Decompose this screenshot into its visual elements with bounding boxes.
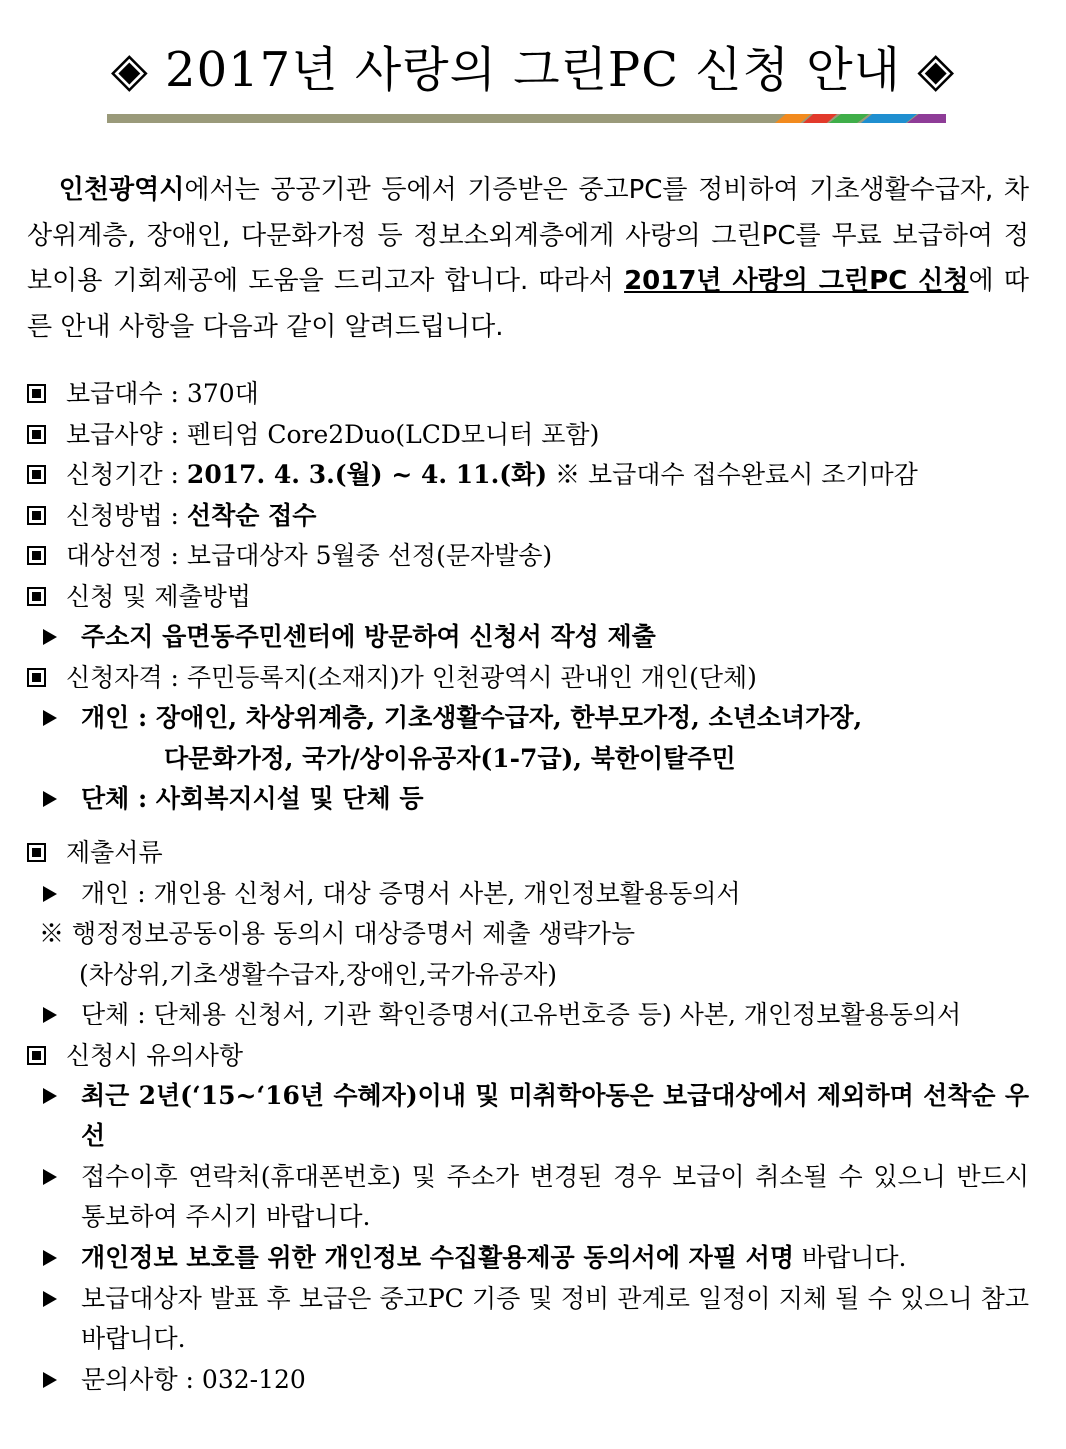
triangle-bullet-icon (43, 1250, 57, 1266)
triangle-bullet-icon (43, 791, 57, 807)
page-title: ◈ 2017년 사랑의 그린PC 신청 안내 ◈ (110, 42, 956, 98)
select-value: 보급대상자 5월중 선정(문자발송) (186, 541, 553, 570)
caution-2: 접수이후 연락처(휴대폰번호) 및 주소가 변경된 경우 보급이 취소될 수 있으니 반드시 통보하여 주시기 바랍니다. (81, 1162, 1029, 1231)
intro-text-2: 에 따른 안내 사항을 다음과 같이 알려드립니다. (27, 266, 1029, 342)
docs-group: 단체 : 단체용 신청서, 기관 확인증명서(고유번호증 등) 사본, 개인정보활용동의서 (27, 995, 961, 1035)
triangle-bullet-icon (43, 886, 57, 902)
item-docs-heading: 제출서류 (27, 833, 163, 873)
accent-blue-stripe (861, 114, 917, 123)
docs-individual: 개인 : 개인용 신청서, 대상 증명서 사본, 개인정보활용동의서 (27, 874, 741, 914)
intro-paragraph (27, 168, 1029, 350)
square-bullet-icon (27, 384, 46, 403)
item-spec: 보급사양 : 펜티엄 Core2Duo(LCD모니터 포함) (27, 415, 599, 455)
triangle-bullet-icon (43, 629, 57, 645)
contact: 문의사항 : 032-120 (27, 1360, 306, 1400)
item-submit-heading: 신청 및 제출방법 (27, 577, 251, 617)
square-bullet-icon (27, 546, 46, 565)
item-period: 신청기간 : 2017. 4. 3.(월) ~ 4. 11.(화) ※ 보급대수 접수완료시 조기마감 (27, 455, 918, 495)
square-bullet-icon (27, 425, 46, 444)
qual-individual: 개인 : 장애인, 차상위계층, 기초생활수급자, 한부모가정, 소년소녀가장, (27, 698, 862, 738)
item-caution-heading: 신청시 유의사항 (27, 1036, 243, 1076)
square-bullet-icon (27, 1046, 46, 1065)
triangle-bullet-icon (43, 1372, 57, 1388)
caution-3: 개인정보 보호를 위한 개인정보 수집활용제공 동의서에 자필 서명 바랍니다. (27, 1238, 906, 1278)
item-method: 신청방법 : 선착순 접수 (27, 496, 316, 536)
spec-value: 펜티엄 Core2Duo(LCD모니터 포함) (186, 419, 600, 449)
qual-group: 단체 : 사회복지시설 및 단체 등 (27, 779, 424, 819)
square-bullet-icon (27, 843, 46, 862)
docs-note: ※ 행정정보공동이용 동의시 대상증명서 제출 생략가능 (39, 919, 636, 948)
square-bullet-icon (27, 587, 46, 606)
triangle-bullet-icon (43, 710, 57, 726)
item-qualification: 신청자격 : 주민등록지(소재지)가 인천광역시 관내인 개인(단체) (27, 658, 757, 698)
period-note: ※ 보급대수 접수완료시 조기마감 (547, 460, 918, 489)
docs-note-cont: (차상위,기초생활수급자,장애인,국가유공자) (79, 959, 558, 989)
triangle-bullet-icon (43, 1291, 57, 1307)
intro-highlight: 2017년 사랑의 그린PC 신청 (624, 266, 969, 296)
count-value: 370대 (186, 379, 259, 408)
item-count: 보급대수 : 370대 (27, 374, 259, 414)
square-bullet-icon (27, 465, 46, 484)
period-value: 2017. 4. 3.(월) ~ 4. 11.(화) (186, 460, 548, 489)
item-selection: 대상선정 : 보급대상자 5월중 선정(문자발송) (27, 536, 552, 576)
triangle-bullet-icon (43, 1088, 57, 1104)
triangle-bullet-icon (43, 1007, 57, 1023)
triangle-bullet-icon (43, 1169, 57, 1185)
qual-value: 주민등록지(소재지)가 인천광역시 관내인 개인(단체) (186, 662, 757, 692)
intro-org: 인천광역시 (58, 175, 185, 205)
square-bullet-icon (27, 668, 46, 687)
caution-4: 보급대상자 발표 후 보급은 중고PC 기증 및 정비 관계로 일정이 지체 될 수 있으니 참고 바랍니다. (81, 1284, 1029, 1353)
method-value: 선착순 접수 (186, 500, 317, 530)
caution-1: 최근 2년(‘15~‘16년 수혜자)이내 및 미취학아동은 보급대상에서 제외하며 선착순 우선 (81, 1081, 1029, 1150)
submit-detail: 주소지 읍면동주민센터에 방문하여 신청서 작성 제출 (27, 617, 656, 657)
intro-text-1: 에서는 공공기관 등에서 기증받은 중고PC를 정비하여 기초생활수급자, 차상위계층, 장애인, 다문화가정 등 정보소외계층에게 사랑의 그린PC를 무료 보급하여 정보이용 기회제공에 도움을 드리고자 합니다. 따라서 (27, 175, 1029, 296)
square-bullet-icon (27, 506, 46, 525)
qual-individual-cont: 다문화가정, 국가/상이유공자(1-7급), 북한이탈주민 (164, 743, 736, 773)
title-underline-bar (107, 114, 946, 123)
